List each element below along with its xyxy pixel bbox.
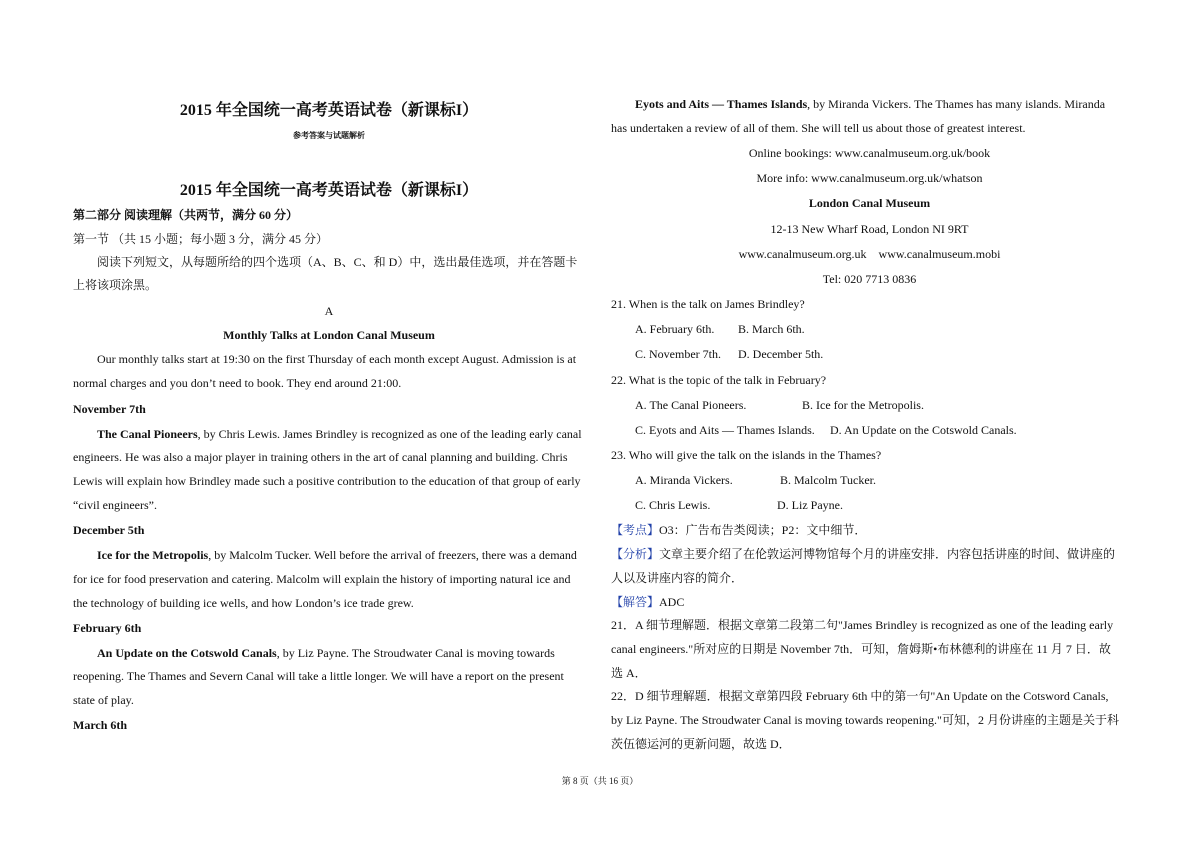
talk-date: March 6th xyxy=(73,718,128,732)
talk-title: An Update on the Cotswold Canals xyxy=(97,646,277,660)
option: D. December 5th. xyxy=(738,347,824,361)
jieda: 【解答】ADC xyxy=(611,595,685,609)
talk-line: reopening. The Thames and Severn Canal will take a little longer. We will have a report on the present xyxy=(73,669,564,683)
talk-date: February 6th xyxy=(73,621,142,635)
explanation-22: 茨伍德运河的更新问题，故选 D． xyxy=(611,737,791,751)
page-title: 2015 年全国统一高考英语试卷（新课标I） xyxy=(179,102,479,119)
talk-line: engineers. He was also a major player in training others in the art of canal planning and building. Chris xyxy=(73,450,568,464)
page-footer: 第 8 页（共 16 页） xyxy=(561,776,639,786)
talk-line: the technology of building ice wells, and how London’s ice trade grew. xyxy=(73,596,414,610)
explanation-22: by Liz Payne. The Stroudwater Canal is moving towards reopening."可知，2 月份讲座的主题是关于科 xyxy=(611,713,1119,727)
fenxi: 【分析】文章主要介绍了在伦敦运河博物馆每个月的讲座安排．内容包括讲座的时间、做讲座的 xyxy=(611,547,1116,561)
talk-line: Lewis will explain how Brindley made such a positive contribution to the education of that group of early xyxy=(73,474,581,488)
talk-date: December 5th xyxy=(73,523,145,537)
passage-title: Monthly Talks at London Canal Museum xyxy=(223,328,435,342)
part-heading: 第二部分 阅读理解（共两节，满分 60 分） xyxy=(73,208,299,222)
jieda-tag: 【解答】 xyxy=(611,595,660,609)
kaodian: 【考点】O3：广告布告类阅读；P2：文中细节． xyxy=(611,523,867,537)
talk-title: Eyots and Aits — Thames Islands xyxy=(635,97,808,111)
option: B. Ice for the Metropolis. xyxy=(802,398,924,412)
explanation-22: 22．D 细节理解题．根据文章第四段 February 6th 中的第一句"An Update on the Cotsword Canals, xyxy=(611,689,1109,703)
talk-line: Ice for the Metropolis, by Malcolm Tucker. Well before the arrival of freezers, there was a demand xyxy=(97,548,577,562)
talk-line: An Update on the Cotswold Canals, by Liz Payne. The Stroudwater Canal is moving towards xyxy=(97,646,555,660)
option: A. February 6th. xyxy=(635,322,715,336)
page-subtitle: 参考答案与试题解析 xyxy=(293,131,365,140)
option: D. An Update on the Cotswold Canals. xyxy=(830,423,1017,437)
instruction-line-2: 上将该项涂黑。 xyxy=(73,278,158,292)
question-23: 23. Who will give the talk on the islands in the Thames? xyxy=(611,448,882,462)
option: C. November 7th. xyxy=(635,347,721,361)
option: D. Liz Payne. xyxy=(777,498,843,512)
option: A. The Canal Pioneers. xyxy=(635,398,747,412)
kaodian-tag: 【考点】 xyxy=(611,523,660,537)
talk-title: The Canal Pioneers xyxy=(97,427,198,441)
museum-websites: www.canalmuseum.org.uk www.canalmuseum.mobi xyxy=(738,247,1001,261)
exam-title: 2015 年全国统一高考英语试卷（新课标I） xyxy=(179,182,479,199)
question-21: 21. When is the talk on James Brindley? xyxy=(611,297,805,311)
talk-line: has undertaken a review of all of them. She will tell us about those of greatest interest. xyxy=(611,121,1026,135)
more-info: More info: www.canalmuseum.org.uk/whatson xyxy=(756,171,983,185)
talk-title: Ice for the Metropolis xyxy=(97,548,209,562)
talk-line: The Canal Pioneers, by Chris Lewis. James Brindley is recognized as one of the leading early canal xyxy=(97,427,582,441)
fenxi-tag: 【分析】 xyxy=(611,547,660,561)
fenxi-line-2: 人以及讲座内容的简介． xyxy=(611,571,744,585)
section-heading: 第一节 （共 15 小题；每小题 3 分，满分 45 分） xyxy=(73,232,329,246)
option: A. Miranda Vickers. xyxy=(635,473,733,487)
online-bookings: Online bookings: www.canalmuseum.org.uk/book xyxy=(748,146,991,160)
intro-line-1: Our monthly talks start at 19:30 on the first Thursday of each month except August. Admission is at xyxy=(97,352,577,366)
museum-tel: Tel: 020 7713 0836 xyxy=(822,272,917,286)
intro-line-2: normal charges and you don’t need to book. They end around 21:00. xyxy=(73,376,402,390)
option: C. Chris Lewis. xyxy=(635,498,711,512)
instruction-line-1: 阅读下列短文，从每题所给的四个选项（A、B、C、和 D）中，选出最佳选项，并在答题卡 xyxy=(97,255,578,269)
talk-line: “civil engineers”. xyxy=(73,498,157,512)
option: C. Eyots and Aits — Thames Islands. xyxy=(635,423,815,437)
question-22: 22. What is the topic of the talk in February? xyxy=(611,373,827,387)
talk-line: state of play. xyxy=(73,693,134,707)
passage-letter: A xyxy=(324,304,334,318)
explanation-21: 选 A． xyxy=(611,666,647,680)
talk-line: for ice for food preservation and catering. Malcolm will explain the history of importing natural ice and xyxy=(73,572,571,586)
option: B. March 6th. xyxy=(738,322,805,336)
explanation-21: 21．A 细节理解题．根据文章第二段第二句"James Brindley is recognized as one of the leading early xyxy=(611,618,1114,632)
museum-name: London Canal Museum xyxy=(808,196,931,210)
talk-date: November 7th xyxy=(73,402,146,416)
explanation-21: canal engineers."所对应的日期是 November 7th．可知，詹姆斯•布林德利的讲座在 11 月 7 日．故 xyxy=(611,642,1111,656)
option: B. Malcolm Tucker. xyxy=(780,473,877,487)
talk-line: Eyots and Aits — Thames Islands, by Miranda Vickers. The Thames has many islands. Miranda xyxy=(635,97,1106,111)
museum-address: 12-13 New Wharf Road, London NI 9RT xyxy=(770,222,969,236)
